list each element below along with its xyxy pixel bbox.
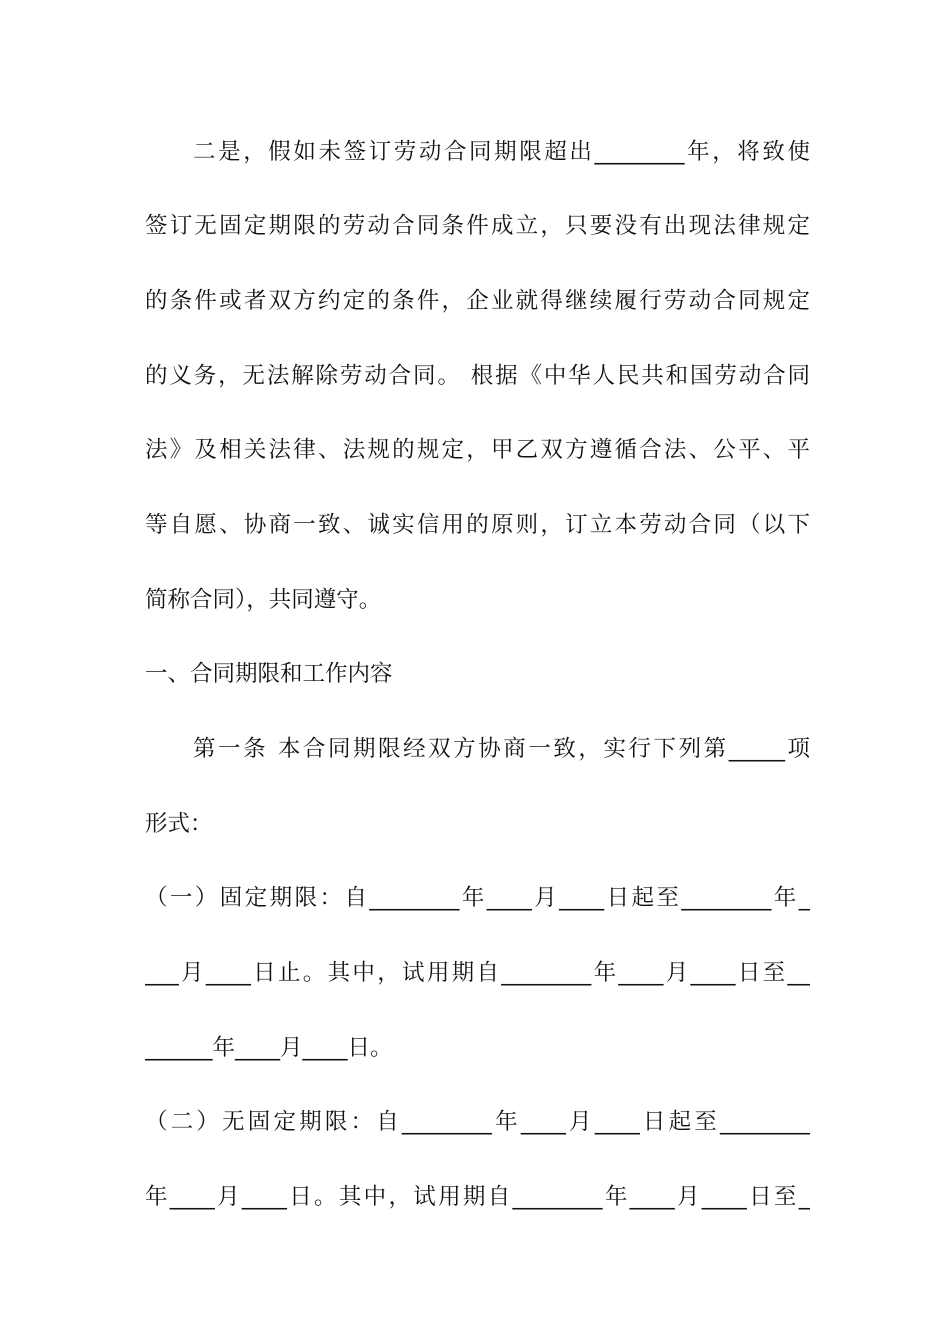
clause-line: （二）无固定期限：自________年____月____日起至________ xyxy=(145,1109,810,1135)
clause-line: ___月____日止。其中，试用期自________年____月____日至__ xyxy=(145,960,810,986)
clause-line: 年____月____日。其中，试用期自________年____月____日至_ xyxy=(145,1184,810,1210)
paragraph-line: 签订无固定期限的劳动合同条件成立，只要没有出现法律规定 xyxy=(145,213,810,239)
clause-line: （一）固定期限：自________年____月____日起至________年_ xyxy=(145,885,810,911)
article-line: 形式： xyxy=(145,811,213,837)
section-heading: 一、合同期限和工作内容 xyxy=(145,661,393,687)
paragraph-line: 法》及相关法律、法规的规定，甲乙双方遵循合法、公平、平 xyxy=(145,437,810,463)
paragraph-line: 简称合同），共同遵守。 xyxy=(145,587,382,613)
paragraph-line: 的义务，无法解除劳动合同。 根据《中华人民共和国劳动合同 xyxy=(145,363,810,389)
paragraph-line: 等自愿、协商一致、诚实信用的原则，订立本劳动合同（以下 xyxy=(145,512,810,538)
clause-line: ______年____月____日。 xyxy=(145,1035,393,1061)
paragraph-line: 的条件或者双方约定的条件，企业就得继续履行劳动合同规定 xyxy=(145,288,810,314)
paragraph-line: 二是，假如未签订劳动合同期限超出________年，将致使 xyxy=(193,139,810,165)
article-line: 第一条 本合同期限经双方协商一致，实行下列第_____项 xyxy=(193,736,810,762)
